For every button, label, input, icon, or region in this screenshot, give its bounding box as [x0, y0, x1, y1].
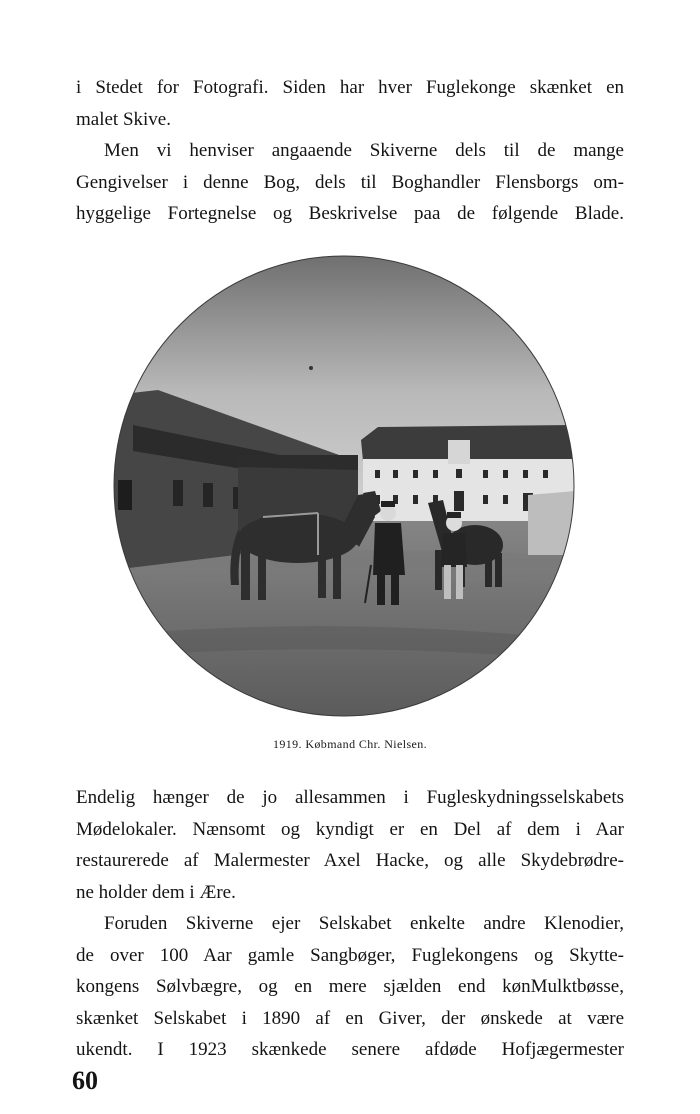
text-line: Men vi henviser angaaende Skiverne dels til de mange: [104, 140, 624, 161]
top-text-block: [76, 72, 624, 230]
text-line: i Stedet for Fotografi. Siden har hver Fuglekonge skænket en: [76, 77, 624, 98]
text-line: Mødelokaler. Nænsomt og kyndigt er en Del af dem i Aar: [76, 818, 624, 840]
text-line: Endelig hænger de jo allesammen i Fugleskydningsselskabets: [76, 787, 624, 808]
figure-caption: 1919. Købmand Chr. Nielsen.: [272, 737, 428, 751]
painted-target-illustration: [113, 255, 575, 717]
text-line: Foruden Skiverne ejer Selskabet enkelte andre Klenodier,: [104, 913, 624, 934]
bottom-text-block: [76, 782, 624, 1066]
text-line: restaurerede af Malermester Axel Hacke, og alle Skydebrødre-: [76, 850, 624, 871]
page-number: 60: [72, 1066, 98, 1095]
text-line: malet Skive.: [76, 108, 171, 130]
text-line: ukendt. I 1923 skænkede senere afdøde Hofjægermester: [76, 1039, 624, 1060]
text-line: Gengivelser i denne Bog, dels til Boghandler Flensborgs om-: [76, 171, 624, 193]
text-line: hyggelige Fortegnelse og Beskrivelse paa de følgende Blade.: [76, 203, 624, 224]
text-line: kongens Sølvbægre, og en mere sjælden end kønMulktbøsse,: [76, 976, 624, 997]
text-line: skænket Selskabet i 1890 af en Giver, der ønskede at være: [76, 1007, 624, 1029]
text-line: ne holder dem i Ære.: [76, 881, 236, 903]
text-line: de over 100 Aar gamle Sangbøger, Fuglekongens og Skytte-: [76, 944, 624, 966]
